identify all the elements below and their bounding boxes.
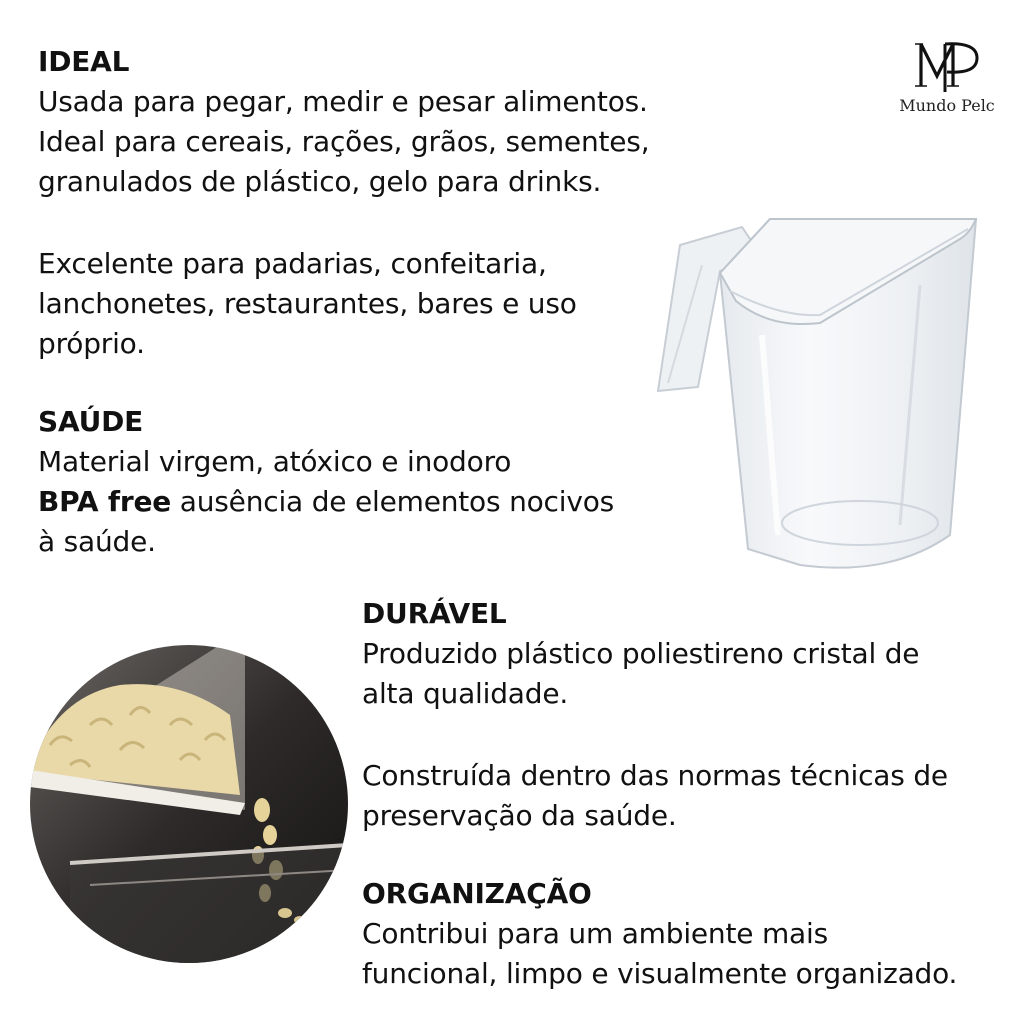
construida-line: Construída dentro das normas técnicas de (362, 759, 948, 792)
saude-bpa-line (38, 482, 614, 522)
construida-section (362, 756, 948, 836)
duravel-line: Produzido plástico poliestireno cristal de (362, 637, 920, 670)
duravel-title: DURÁVEL (362, 597, 507, 630)
excelente-section (38, 244, 577, 364)
duravel-line: alta qualidade. (362, 677, 569, 710)
organizacao-line: Contribui para um ambiente mais (362, 917, 828, 950)
excelente-line: lanchonetes, restaurantes, bares e uso (38, 287, 577, 320)
organizacao-title: ORGANIZAÇÃO (362, 877, 592, 910)
bpa-free-text: ausência de elementos nocivos (171, 485, 615, 518)
organizacao-section (362, 874, 957, 994)
ideal-line: Ideal para cereais, rações, grãos, sementes, (38, 125, 650, 158)
construida-line: preservação da saúde. (362, 799, 677, 832)
organizacao-line: funcional, limpo e visualmente organizado. (362, 957, 958, 990)
bpa-free-label: BPA free (38, 485, 172, 518)
ideal-title: IDEAL (38, 45, 130, 78)
excelente-line: Excelente para padarias, confeitaria, (38, 247, 547, 280)
duravel-section (362, 594, 919, 714)
ideal-line: granulados de plástico, gelo para drinks. (38, 165, 602, 198)
mp-monogram-icon (907, 36, 987, 94)
excelente-line: próprio. (38, 327, 145, 360)
ideal-section (38, 42, 649, 202)
saude-section (38, 402, 614, 562)
saude-title: SAÚDE (38, 405, 144, 438)
brand-logo (892, 36, 1002, 126)
saude-line: à saúde. (38, 525, 156, 558)
measuring-scoop-image (650, 205, 990, 575)
scoop-pouring-pasta-photo (30, 645, 348, 963)
saude-line: Material virgem, atóxico e inodoro (38, 445, 512, 478)
ideal-line: Usada para pegar, medir e pesar alimentos. (38, 85, 648, 118)
brand-name: Mundo Pelc (899, 96, 995, 115)
